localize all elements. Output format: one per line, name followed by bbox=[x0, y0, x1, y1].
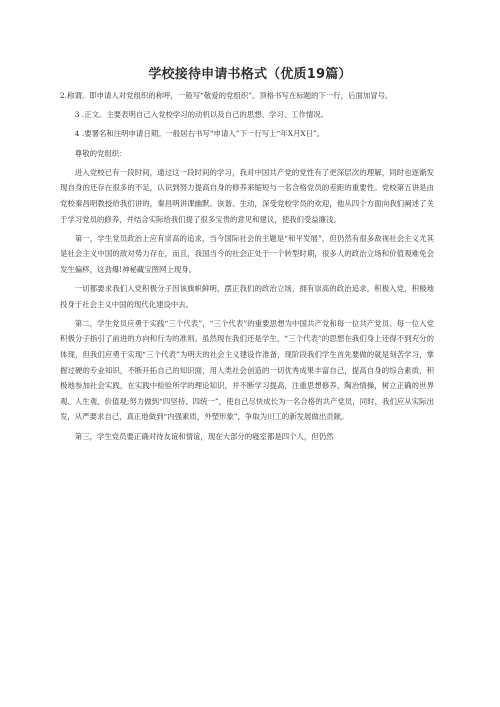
paragraph-introduction: 进入党校已有一段时间，通过这一段时间的学习，我对中国共产党的党性有了更深层次的理解，同时也逐渐发现自身的还存在很多的不足，认识到努力提高自身的修养来缩短与一名合格党员的差距的重要性。党校第五讲是由党校秦昌明教授给我们讲的，秦昌明讲课幽默、诙谐、生动，深受党校学员的欢迎，他从四个方面向我们阐述了关于学习党员的修养，并结合实际给我们提了很多宝贵的意见和建议，使我们受益廉浅。 bbox=[60, 167, 434, 224]
paragraph-signature-rule: 4 .要署名和注明申请日期。一般居右书写“申请人”下一行写上“年X月X日”。 bbox=[74, 129, 325, 139]
paragraph-greeting: 尊敬的党组织： bbox=[74, 148, 127, 158]
paragraph-point-two: 第二，学生党员应勇于实践“三个代表”，“三个代表”的重要思想为中国共产党和每一位共产党员、每一位入党积极分子指引了前进的方向和行为的准则。虽然现在我们还是学生，“三个代表”的思想在我们身上还得不到充分的体现，但我们应勇于实现“三个代表”为明天的社会主义建设作准备，现阶段我们学生首先要做的就是刻苦学习，掌握过硬的专业知识，不断开拓自己的知识面，用人类社会创造的一切优秀成果丰富自己，提高自身的综合素质，积极地参加社会实践，在实践中检验所学的理论知识，并不断学习提高，注重思想修养，陶冶情操，树立正确的世界观、人生观、价值观;努力做到“四坚持、四统一”，使自己尽快成长为一名合格的共产党员，同时，我们应从实际出发，从严要求自己，真正地做到“内强素质，外塑形象”，争取为川工的新发展做出贡献。 bbox=[60, 318, 434, 422]
paragraph-body-rule: 3 .正文。主要表明自己入党校学习的动机以及自己的思想、学习、工作情况。 bbox=[74, 110, 329, 120]
paragraph-point-one-continued: 一切都要求我们入党积极分子因该旗帜鲜明，摆正我们的政治立场，拥有崇高的政治追求，积极入党，积极地投身于社会主义中国的现代化建设中去。 bbox=[60, 284, 434, 309]
paragraph-point-one: 第一，学生党员政治上应有崇高的追求，当今国际社会的主题是“和平发展”，但仍然有很多敌视社会主义尤其是社会主义中国的敌对势力存在，而且，我国当今的社会正处于一个转型时期，很多人的政治立场和价值观难免会发生偏移，这劲爆!神秘藏宝图网上现身。 bbox=[60, 233, 434, 274]
document-title: 学校接待申请书格式（优质19篇） bbox=[148, 67, 352, 82]
document-body bbox=[60, 88, 434, 448]
paragraph-salutation-rule: 2.称谓。即申请人对党组织的称呼，一般写“敬爱的党组织”。顶格书写在标题的下一行，后面加冒号。 bbox=[60, 91, 393, 100]
paragraph-point-three: 第三，学生党员要正确对待友谊和情谊，现在大部分的寝室都是四个人，但仍然 bbox=[74, 431, 334, 441]
